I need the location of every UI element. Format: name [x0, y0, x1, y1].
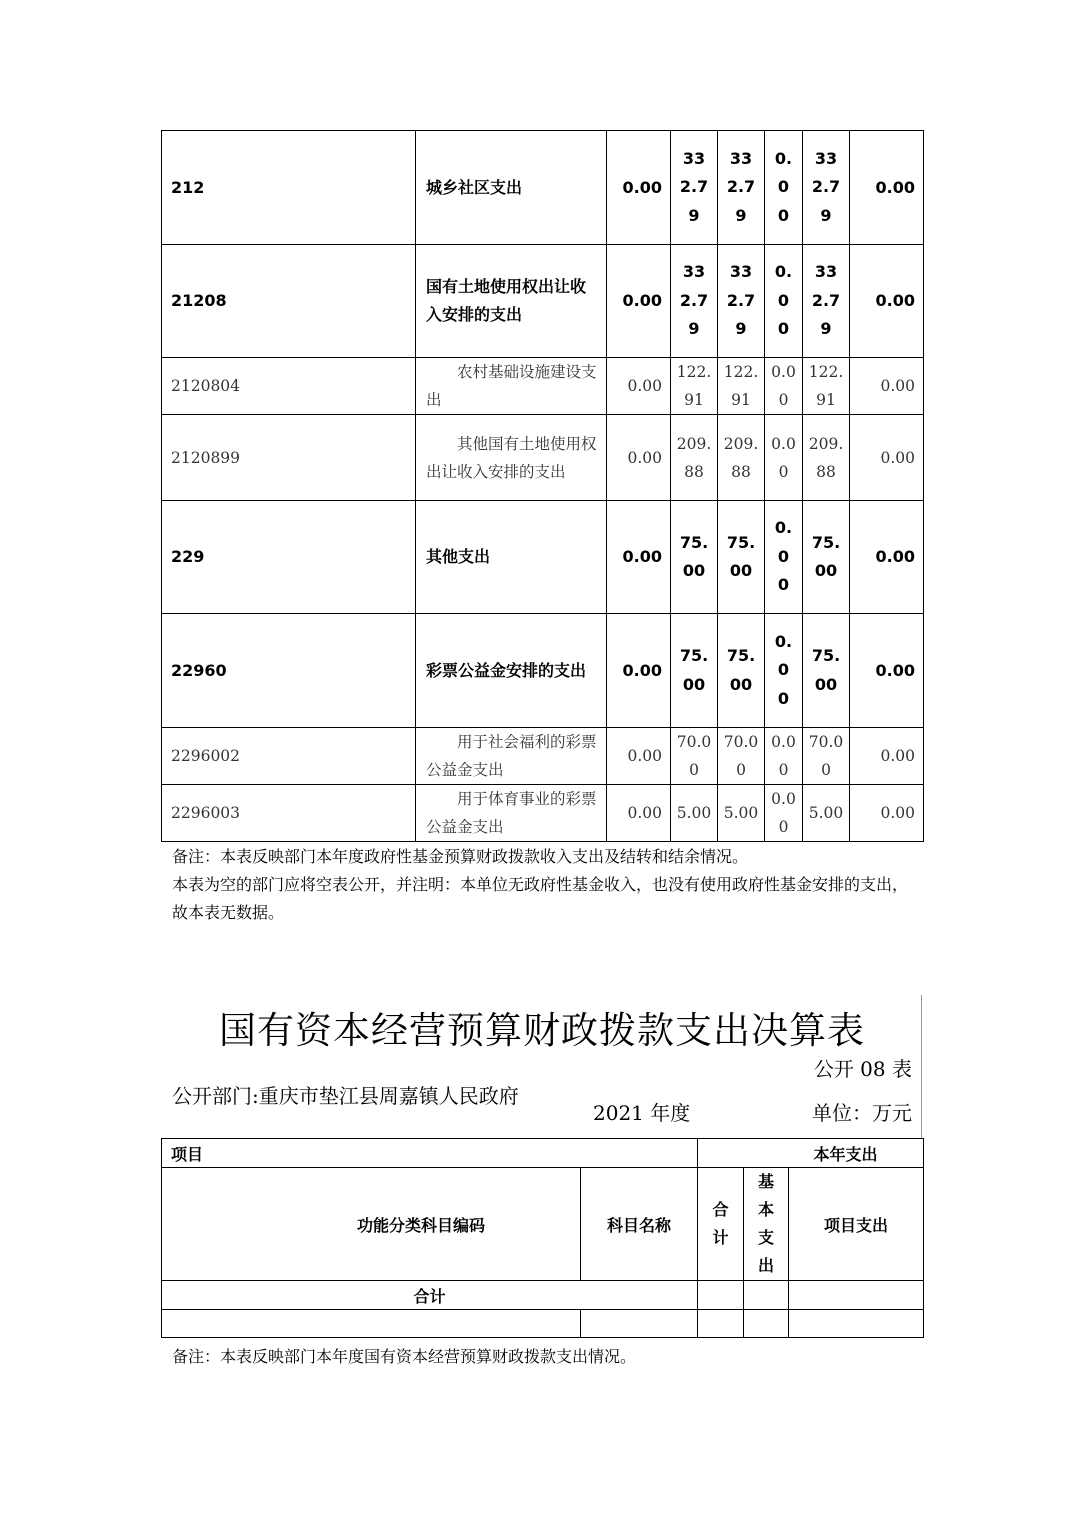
- unit-label: 单位：万元: [812, 1101, 912, 1125]
- row-name: 其他支出: [416, 501, 607, 614]
- year-label: 2021 年度: [593, 1101, 691, 1125]
- value-cell: 0.00: [765, 785, 803, 842]
- value-cell: 0.00: [607, 614, 671, 728]
- state-capital-expense-table: [161, 1138, 924, 1338]
- header-current-year-expense: 本年支出: [698, 1139, 924, 1168]
- total-cell: [698, 1281, 744, 1310]
- value-cell: 122.91: [671, 358, 718, 415]
- value-cell: 0.00: [607, 785, 671, 842]
- value-cell: 75.00: [671, 614, 718, 728]
- row-code: 22960: [162, 614, 416, 728]
- empty-cell: [789, 1310, 924, 1338]
- value-cell: 0.00: [850, 131, 924, 245]
- value-cell: 0.00: [765, 501, 803, 614]
- empty-cell: [162, 1310, 581, 1338]
- empty-cell: [698, 1310, 744, 1338]
- value-cell: 75.00: [671, 501, 718, 614]
- value-cell: 0.00: [850, 785, 924, 842]
- header-project-expense: 项目支出: [789, 1168, 924, 1281]
- value-cell: 332.79: [671, 245, 718, 358]
- value-cell: 332.79: [718, 131, 765, 245]
- value-cell: 209.88: [718, 415, 765, 501]
- table-row: [162, 728, 924, 785]
- row-name: 国有土地使用权出让收入安排的支出: [416, 245, 607, 358]
- empty-cell: [581, 1310, 698, 1338]
- table-row: [162, 614, 924, 728]
- header-function-code: 功能分类科目编码: [162, 1168, 581, 1281]
- table-row: [162, 415, 924, 501]
- empty-cell: [744, 1310, 789, 1338]
- value-cell: 0.00: [607, 415, 671, 501]
- row-name: 彩票公益金安排的支出: [416, 614, 607, 728]
- row-code: 2120899: [162, 415, 416, 501]
- row-code: 2296003: [162, 785, 416, 842]
- value-cell: 0.00: [765, 614, 803, 728]
- value-cell: 5.00: [718, 785, 765, 842]
- value-cell: 0.00: [765, 415, 803, 501]
- value-cell: 122.91: [718, 358, 765, 415]
- value-cell: 0.00: [765, 728, 803, 785]
- total-cell: [744, 1281, 789, 1310]
- row-code: 21208: [162, 245, 416, 358]
- value-cell: 70.00: [803, 728, 850, 785]
- row-name: 城乡社区支出: [416, 131, 607, 245]
- row-code: 2120804: [162, 358, 416, 415]
- row-name: 用于体育事业的彩票公益金支出: [416, 785, 607, 842]
- department-label: 公开部门:重庆市垫江县周嘉镇人民政府: [172, 1084, 519, 1108]
- value-cell: 5.00: [671, 785, 718, 842]
- value-cell: 332.79: [718, 245, 765, 358]
- header-item: 项目: [162, 1139, 698, 1168]
- value-cell: 0.00: [607, 501, 671, 614]
- value-cell: 0.00: [850, 245, 924, 358]
- government-fund-expense-table: [161, 130, 924, 842]
- note-line: 本表为空的部门应将空表公开，并注明：本单位无政府性基金收入，也没有使用政府性基金安排的支出，故本表无数据。: [172, 875, 909, 922]
- note-line: 备注：本表反映部门本年度政府性基金预算财政拨款收入支出及结转和结余情况。: [172, 847, 749, 866]
- value-cell: 0.00: [607, 131, 671, 245]
- row-name: 用于社会福利的彩票公益金支出: [416, 728, 607, 785]
- row-code: 2296002: [162, 728, 416, 785]
- value-cell: 332.79: [803, 131, 850, 245]
- value-cell: 5.00: [803, 785, 850, 842]
- value-cell: 70.00: [718, 728, 765, 785]
- total-row-label: 合计: [162, 1281, 698, 1310]
- header-total: 合计: [698, 1168, 744, 1281]
- value-cell: 209.88: [671, 415, 718, 501]
- value-cell: 332.79: [671, 131, 718, 245]
- value-cell: 0.00: [765, 358, 803, 415]
- row-name: 农村基础设施建设支出: [416, 358, 607, 415]
- table-row: [162, 785, 924, 842]
- table-row: [162, 501, 924, 614]
- table-code: 公开 08 表: [813, 1057, 912, 1081]
- value-cell: 0.00: [607, 728, 671, 785]
- value-cell: 75.00: [803, 614, 850, 728]
- value-cell: 122.91: [803, 358, 850, 415]
- value-cell: 0.00: [765, 131, 803, 245]
- row-name: 其他国有土地使用权出让收入安排的支出: [416, 415, 607, 501]
- total-cell: [789, 1281, 924, 1310]
- table1-note: [172, 843, 917, 927]
- value-cell: 75.00: [803, 501, 850, 614]
- value-cell: 0.00: [850, 358, 924, 415]
- table-row: [162, 358, 924, 415]
- value-cell: 0.00: [765, 245, 803, 358]
- row-code: 229: [162, 501, 416, 614]
- value-cell: 0.00: [607, 245, 671, 358]
- value-cell: 0.00: [850, 415, 924, 501]
- value-cell: 0.00: [850, 614, 924, 728]
- value-cell: 0.00: [607, 358, 671, 415]
- table-row: [162, 245, 924, 358]
- value-cell: 75.00: [718, 614, 765, 728]
- value-cell: 70.00: [671, 728, 718, 785]
- table2-title: 国有资本经营预算财政拨款支出决算表: [219, 1009, 865, 1052]
- header-subject-name: 科目名称: [581, 1168, 698, 1281]
- row-code: 212: [162, 131, 416, 245]
- value-cell: 209.88: [803, 415, 850, 501]
- value-cell: 0.00: [850, 501, 924, 614]
- header-basic-expense: 基本支出: [744, 1168, 789, 1281]
- value-cell: 75.00: [718, 501, 765, 614]
- table2-note: 备注：本表反映部门本年度国有资本经营预算财政拨款支出情况。: [172, 1347, 637, 1366]
- value-cell: 332.79: [803, 245, 850, 358]
- value-cell: 0.00: [850, 728, 924, 785]
- table-row: [162, 131, 924, 245]
